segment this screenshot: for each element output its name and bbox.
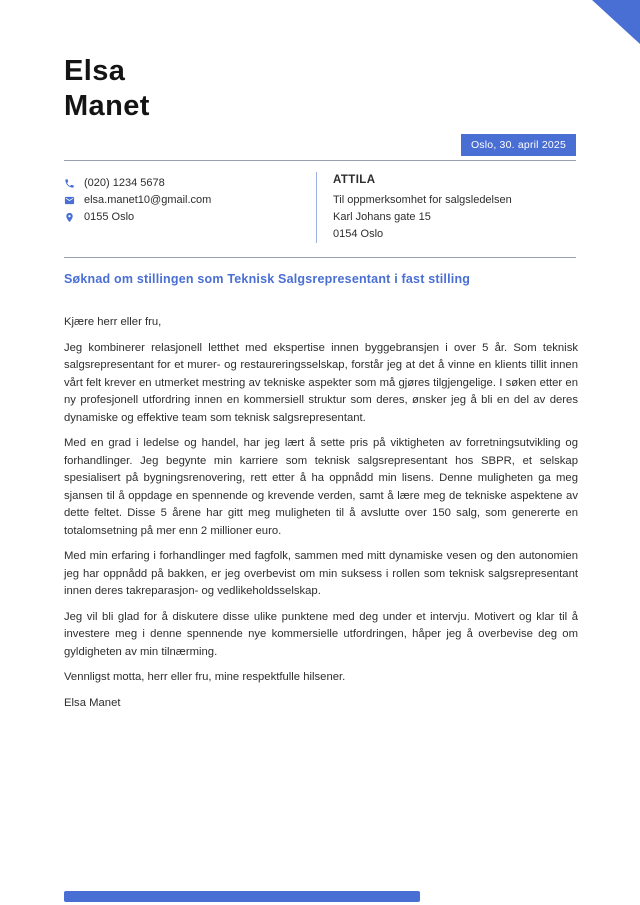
paragraph-4: Jeg vil bli glad for å diskutere disse ulike punktene med deg under et intervju. Motivert og klar til å investere meg i denne spennende nye kommersielle utfordringen, håper jeg å overbevise deg om gyldigheten av min tilnærming.: [64, 610, 578, 658]
paragraph-2: Med en grad i ledelse og handel, har jeg lært å sette pris på viktigheten av forretningsutvikling og forhandlinger. Jeg begynte min karriere som teknisk salgsrepresentant hos SBPR, et selskap spesialisert på bygningsrenovering, rett etter å ha oppnådd min lisens. Denne muligheten ga meg sjansen til å oppdage en spennende og krevende verden, samt å lære meg de tekniske aspektene av dette feltet. Disse 5 årene har gitt meg muligheten til å avslutte over 150 salg, som genererte en totalomsetning på mer enn 2 millioner euro.: [64, 437, 578, 537]
letter-subject: Søknad om stillingen som Teknisk Salgsrepresentant i fast stilling: [64, 272, 471, 286]
email-icon: [64, 195, 75, 206]
address-row: [64, 211, 316, 223]
applicant-name: [64, 54, 150, 124]
contact-info: [64, 172, 316, 243]
address-value: 0155 Oslo: [84, 211, 135, 223]
recipient-name: ATTILA: [333, 174, 376, 186]
applicant-last-name: Manet: [64, 90, 150, 122]
recipient-attention-line: Til oppmerksomhet for salgsledelsen: [333, 194, 512, 206]
paragraph-3: Med min erfaring i forhandlinger med fagfolk, sammen med mitt dynamiske vesen og den autonomien jeg har oppnådd på bakken, er jeg overbevist om min suksess i rollen som teknisk salgsrepresentant innen deres takreparasjon- og vedlikeholdsselskap.: [64, 550, 578, 597]
email-row: [64, 194, 316, 206]
salutation: Kjære herr eller fru,: [64, 316, 162, 328]
phone-row: [64, 177, 316, 189]
corner-accent-decoration: [592, 0, 640, 44]
recipient-street: Karl Johans gate 15: [333, 211, 431, 223]
phone-icon: [64, 178, 75, 189]
paragraph-1: Jeg kombinerer relasjonell letthet med ekspertise innen byggebransjen i over 5 år. Som teknisk salgsrepresentant for et murer- og restaureringsselskap, forstår jeg at det å vinne en klients tillit innen vårt felt krever en utmerket mestring av tekniske aspekter som må gjøres tilgjengelige. I søken etter en ny profesjonell utfordring innen en kommersiell struktur som deres, ønsker jeg å bli en del av deres dynamiske og effektive team som teknisk salgsrepresentant.: [64, 341, 578, 424]
info-band: [64, 160, 576, 258]
bottom-accent-bar: [64, 891, 420, 902]
phone-value: (020) 1234 5678: [84, 177, 165, 189]
closing-line: Vennligst motta, herr eller fru, mine respektfulle hilsener.: [64, 671, 346, 683]
email-value: elsa.manet10@gmail.com: [84, 194, 212, 206]
applicant-first-name: Elsa: [64, 55, 126, 87]
date-location-badge: Oslo, 30. april 2025: [461, 134, 576, 156]
signature: Elsa Manet: [64, 696, 121, 709]
location-pin-icon: [64, 212, 75, 223]
recipient-postal-city: 0154 Oslo: [333, 228, 384, 240]
letter-body: [64, 314, 578, 720]
recipient-block: [316, 172, 576, 243]
